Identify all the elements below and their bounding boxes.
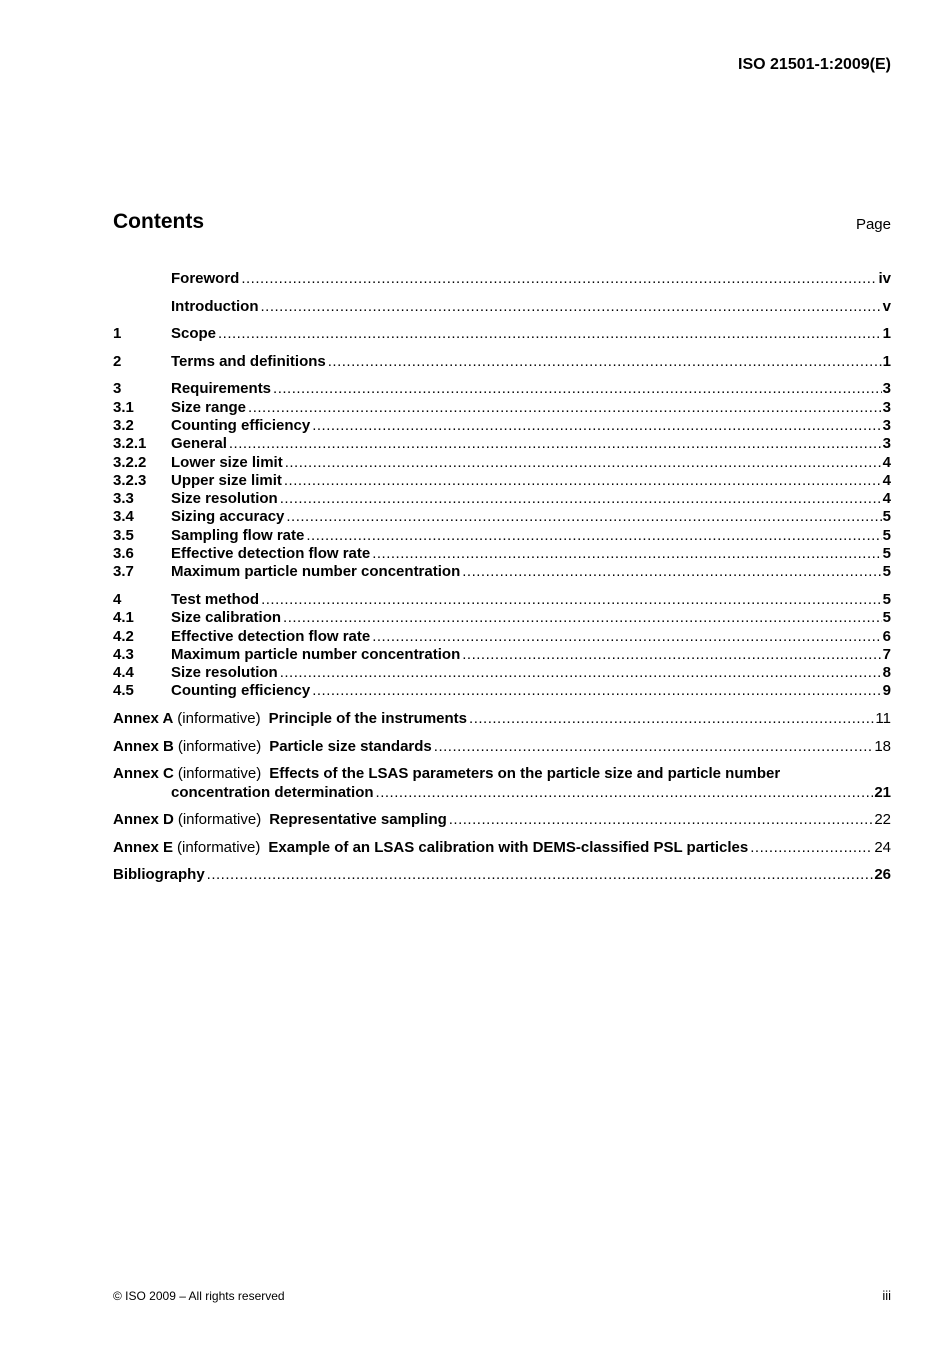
page-ref: 6 (882, 627, 891, 645)
section-number: 4.1 (113, 609, 134, 627)
section-number: 4.3 (113, 645, 134, 663)
annex-label: Annex B (113, 737, 174, 755)
annex-group (113, 710, 891, 728)
dot-leader (283, 609, 882, 626)
toc-entry[interactable] (113, 472, 891, 490)
section-title: Counting efficiency (171, 416, 311, 434)
annex-type: (informative) (177, 765, 262, 783)
dot-leader (284, 472, 882, 489)
annex-entry[interactable] (113, 811, 891, 829)
dot-leader (280, 664, 882, 681)
page-number: iii (882, 1288, 891, 1303)
annex-entry[interactable] (113, 839, 891, 857)
section-title: Maximum particle number concentration (171, 563, 461, 581)
annex-entry[interactable] (113, 738, 891, 756)
dot-leader (260, 298, 881, 315)
dot-leader (261, 591, 882, 608)
section-title: Maximum particle number concentration (171, 645, 461, 663)
toc-entry[interactable] (113, 435, 891, 453)
dot-leader (376, 784, 874, 801)
toc-group (113, 270, 891, 288)
annex-title: Representative sampling (269, 811, 447, 829)
toc-entry[interactable] (113, 298, 891, 316)
annex-label: Annex C (113, 765, 174, 783)
dot-leader (462, 563, 881, 580)
annex-title: Effects of the LSAS parameters on the particle size and particle number (269, 765, 781, 783)
page-ref: 7 (882, 645, 891, 663)
page-ref: 3 (882, 435, 891, 453)
toc-entry[interactable] (113, 664, 891, 682)
toc-entry[interactable] (113, 380, 891, 398)
section-number: 3.2.1 (113, 435, 147, 453)
toc-group (113, 353, 891, 371)
page-ref: 24 (874, 838, 891, 856)
toc-entry[interactable] (113, 417, 891, 435)
toc-group (113, 325, 891, 343)
page-ref: 3 (882, 380, 891, 398)
dot-leader (750, 839, 873, 856)
contents-title: Contents (113, 210, 204, 233)
page-ref: 8 (882, 664, 891, 682)
page-ref: 3 (882, 398, 891, 416)
annex-title: Particle size standards (269, 737, 432, 755)
section-title: Size range (171, 398, 247, 416)
bibliography-group (113, 866, 891, 884)
section-number: 3.5 (113, 526, 134, 544)
toc-entry[interactable] (113, 490, 891, 508)
page-ref: 5 (882, 526, 891, 544)
toc-entry[interactable] (113, 609, 891, 627)
toc-entry[interactable] (113, 646, 891, 664)
dot-leader (312, 417, 881, 434)
annex-label: Annex D (113, 811, 174, 829)
dot-leader (328, 353, 882, 370)
section-number: 4 (113, 590, 122, 608)
section-title: Test method (171, 590, 260, 608)
annex-type: (informative) (177, 811, 262, 829)
section-title: Effective detection flow rate (171, 627, 371, 645)
annex-group (113, 765, 891, 802)
page-ref: 5 (882, 508, 891, 526)
page-ref: v (882, 297, 891, 315)
annex-group (113, 811, 891, 829)
contents-header (113, 210, 891, 236)
dot-leader (273, 380, 882, 397)
dot-leader (462, 646, 881, 663)
dot-leader (312, 682, 881, 699)
section-number: 3.4 (113, 508, 134, 526)
page-ref: 5 (882, 590, 891, 608)
annex-label: Annex A (113, 710, 174, 728)
section-title: Foreword (171, 270, 240, 287)
annex-entry[interactable] (113, 765, 891, 783)
dot-leader (229, 435, 882, 452)
dot-leader (285, 454, 882, 471)
section-number: 3.1 (113, 398, 134, 416)
dot-leader (449, 811, 874, 828)
section-title: Lower size limit (171, 453, 283, 471)
table-of-contents (113, 270, 891, 894)
page-ref: iv (878, 270, 891, 287)
annex-title: Principle of the instruments (268, 710, 468, 728)
section-number: 1 (113, 325, 122, 343)
dot-leader (434, 738, 874, 755)
annex-type: (informative) (177, 838, 261, 856)
page-ref: 1 (882, 325, 891, 343)
section-number: 4.5 (113, 682, 134, 700)
annex-entry-continuation[interactable] (113, 784, 891, 802)
section-number: 3 (113, 380, 122, 398)
annex-group (113, 738, 891, 756)
dot-leader (248, 399, 882, 416)
section-number: 3.2.2 (113, 453, 147, 471)
copyright-notice: © ISO 2009 – All rights reserved (113, 1289, 285, 1303)
page-ref: 4 (882, 453, 891, 471)
document-id: ISO 21501-1:2009(E) (738, 56, 891, 73)
section-number: 3.2 (113, 416, 134, 434)
section-number: 3.2.3 (113, 471, 147, 489)
dot-leader (372, 628, 881, 645)
section-title: Introduction (171, 297, 259, 315)
annex-group (113, 839, 891, 857)
page-ref: 9 (882, 682, 891, 700)
section-title: Terms and definitions (171, 352, 326, 370)
section-number: 3.3 (113, 490, 134, 508)
annex-entry[interactable] (113, 710, 891, 728)
toc-entry[interactable] (113, 399, 891, 417)
toc-entry[interactable] (113, 563, 891, 581)
section-title: Sizing accuracy (171, 508, 285, 526)
dot-leader (286, 508, 881, 525)
toc-entry[interactable] (113, 527, 891, 545)
section-title: Effective detection flow rate (171, 545, 371, 563)
toc-entry[interactable] (113, 545, 891, 563)
toc-entry[interactable] (113, 270, 891, 288)
page-ref: 22 (874, 811, 891, 829)
section-number: 4.2 (113, 627, 134, 645)
toc-entry[interactable] (113, 353, 891, 371)
toc-entry[interactable] (113, 628, 891, 646)
section-title: Size resolution (171, 490, 278, 508)
page-ref: 26 (874, 866, 891, 884)
toc-entry[interactable] (113, 591, 891, 609)
page-ref: 11 (875, 710, 891, 728)
page-ref: 3 (882, 416, 891, 434)
section-title: Upper size limit (171, 471, 282, 489)
page-ref: 5 (882, 563, 891, 581)
dot-leader (280, 490, 882, 507)
page-ref: 1 (882, 352, 891, 370)
toc-group (113, 380, 891, 581)
annex-title-continued: concentration determination (171, 783, 374, 801)
toc-group (113, 591, 891, 701)
dot-leader (218, 325, 882, 342)
toc-entry[interactable] (113, 325, 891, 343)
bibliography-entry[interactable] (113, 866, 891, 884)
annex-label: Annex E (113, 838, 174, 856)
section-number: 2 (113, 352, 122, 370)
annex-type: (informative) (177, 710, 261, 728)
toc-group (113, 298, 891, 316)
page-ref: 5 (882, 609, 891, 627)
toc-entry[interactable] (113, 508, 891, 526)
section-number: 3.6 (113, 545, 134, 563)
bibliography-title: Bibliography (113, 866, 205, 884)
toc-entry[interactable] (113, 454, 891, 472)
section-title: General (171, 435, 227, 453)
page-ref: 4 (882, 471, 891, 489)
section-title: Size resolution (171, 664, 278, 682)
section-title: Requirements (171, 380, 272, 398)
annex-title: Example of an LSAS calibration with DEMS-classified PSL particles (268, 838, 749, 856)
dot-leader (207, 866, 874, 883)
section-title: Counting efficiency (171, 682, 311, 700)
toc-entry[interactable] (113, 682, 891, 700)
dot-leader (469, 710, 874, 727)
section-number: 4.4 (113, 664, 134, 682)
page-ref: 5 (882, 545, 891, 563)
page-ref: 18 (874, 737, 891, 755)
dot-leader (372, 545, 881, 562)
section-title: Size calibration (171, 609, 282, 627)
section-number: 3.7 (113, 563, 134, 581)
section-title: Sampling flow rate (171, 526, 305, 544)
page-ref: 4 (882, 490, 891, 508)
page-column-label: Page (855, 216, 891, 233)
annex-type: (informative) (177, 737, 262, 755)
dot-leader (306, 527, 881, 544)
section-title: Scope (171, 325, 217, 343)
page-ref: 21 (874, 783, 891, 801)
dot-leader (241, 270, 877, 287)
